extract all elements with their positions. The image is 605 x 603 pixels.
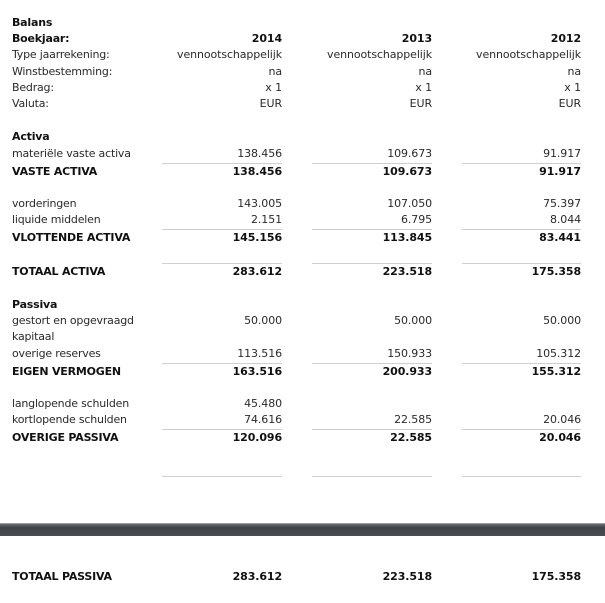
kortlopende-2013: 22.585 bbox=[394, 413, 432, 426]
liquide-middelen-label: liquide middelen bbox=[12, 213, 101, 226]
liquide-2012: 8.044 bbox=[550, 213, 581, 226]
materiele-vaste-activa-row bbox=[0, 145, 605, 162]
vlottende-activa-2012: 83.441 bbox=[539, 231, 581, 244]
year-2014: 2014 bbox=[251, 32, 282, 45]
overige-reserves-label: overige reserves bbox=[12, 347, 101, 360]
overige-passiva-2014: 120.096 bbox=[232, 431, 282, 444]
totaal-activa-label: TOTAAL ACTIVA bbox=[12, 265, 106, 278]
vorderingen-label: vorderingen bbox=[12, 197, 77, 210]
liquide-middelen-row bbox=[0, 211, 605, 228]
divider bbox=[312, 476, 432, 477]
overige-passiva-2012: 20.046 bbox=[539, 431, 581, 444]
totaal-passiva-2012: 175.358 bbox=[531, 570, 581, 583]
overige-passiva-label: OVERIGE PASSIVA bbox=[12, 431, 119, 444]
balans-title-row bbox=[0, 14, 605, 31]
balans-title: Balans bbox=[12, 16, 53, 29]
bedrag-label: Bedrag: bbox=[12, 81, 54, 94]
vlottende-activa-2013: 113.845 bbox=[382, 231, 432, 244]
gestort-kapitaal-label-cont: kapitaal bbox=[12, 330, 55, 343]
overige-passiva-2013: 22.585 bbox=[390, 431, 432, 444]
winst-value-2012: na bbox=[567, 65, 581, 78]
type-jaarrekening-label: Type jaarrekening: bbox=[12, 48, 110, 61]
winst-value-2014: na bbox=[268, 65, 282, 78]
divider bbox=[162, 476, 282, 477]
boekjaar-row bbox=[0, 30, 605, 47]
langlopende-schulden-label: langlopende schulden bbox=[12, 397, 130, 410]
totaal-passiva-row bbox=[0, 568, 605, 585]
vorderingen-row bbox=[0, 195, 605, 212]
winstbestemming-label: Winstbestemming: bbox=[12, 65, 113, 78]
totaal-activa-2012: 175.358 bbox=[531, 265, 581, 278]
year-2013: 2013 bbox=[401, 32, 432, 45]
reserves-2012: 105.312 bbox=[536, 347, 581, 360]
mva-2013: 109.673 bbox=[387, 147, 432, 160]
langlopende-schulden-row bbox=[0, 395, 605, 412]
bedrag-value-2012: x 1 bbox=[564, 81, 581, 94]
vlottende-activa-row bbox=[0, 229, 605, 246]
kortlopende-2014: 74.616 bbox=[244, 413, 282, 426]
valuta-value-2013: EUR bbox=[409, 97, 432, 110]
divider bbox=[462, 476, 581, 477]
materiele-vaste-activa-label: materiële vaste activa bbox=[12, 147, 131, 160]
kortlopende-schulden-row bbox=[0, 411, 605, 428]
totaal-activa-2014: 283.612 bbox=[232, 265, 282, 278]
valuta-value-2012: EUR bbox=[558, 97, 581, 110]
passiva-title: Passiva bbox=[12, 298, 58, 311]
totaal-passiva-label: TOTAAL PASSIVA bbox=[12, 570, 112, 583]
bedrag-value-2014: x 1 bbox=[265, 81, 282, 94]
eigen-vermogen-2013: 200.933 bbox=[382, 365, 432, 378]
passiva-title-row bbox=[0, 296, 605, 313]
gestort-2013: 50.000 bbox=[394, 314, 432, 327]
page-break-bar bbox=[0, 523, 605, 536]
vaste-activa-2014: 138.456 bbox=[232, 165, 282, 178]
kortlopende-2012: 20.046 bbox=[543, 413, 581, 426]
type-jaarrekening-row bbox=[0, 46, 605, 63]
langlopende-2014: 45.480 bbox=[244, 397, 282, 410]
bedrag-value-2013: x 1 bbox=[415, 81, 432, 94]
winstbestemming-row bbox=[0, 63, 605, 80]
gestort-2012: 50.000 bbox=[543, 314, 581, 327]
totaal-activa-2013: 223.518 bbox=[382, 265, 432, 278]
liquide-2013: 6.795 bbox=[401, 213, 432, 226]
overige-passiva-row bbox=[0, 429, 605, 446]
vaste-activa-row bbox=[0, 163, 605, 180]
activa-title: Activa bbox=[12, 130, 50, 143]
boekjaar-label: Boekjaar: bbox=[12, 32, 70, 45]
type-value-2013: vennootschappelijk bbox=[327, 48, 432, 61]
vaste-activa-label: VASTE ACTIVA bbox=[12, 165, 98, 178]
liquide-2014: 2.151 bbox=[251, 213, 282, 226]
type-value-2012: vennootschappelijk bbox=[476, 48, 581, 61]
vorderingen-2013: 107.050 bbox=[387, 197, 432, 210]
reserves-2014: 113.516 bbox=[237, 347, 282, 360]
vaste-activa-2012: 91.917 bbox=[539, 165, 581, 178]
valuta-label: Valuta: bbox=[12, 97, 49, 110]
vlottende-activa-label: VLOTTENDE ACTIVA bbox=[12, 231, 131, 244]
vaste-activa-2013: 109.673 bbox=[382, 165, 432, 178]
gestort-2014: 50.000 bbox=[244, 314, 282, 327]
gestort-kapitaal-label: gestort en opgevraagd bbox=[12, 314, 134, 327]
gestort-kapitaal-row bbox=[0, 312, 605, 329]
vorderingen-2012: 75.397 bbox=[543, 197, 581, 210]
activa-title-row bbox=[0, 128, 605, 145]
year-2012: 2012 bbox=[550, 32, 581, 45]
vlottende-activa-2014: 145.156 bbox=[232, 231, 282, 244]
valuta-row bbox=[0, 95, 605, 112]
eigen-vermogen-row bbox=[0, 363, 605, 380]
kortlopende-schulden-label: kortlopende schulden bbox=[12, 413, 127, 426]
reserves-2013: 150.933 bbox=[387, 347, 432, 360]
bedrag-row bbox=[0, 79, 605, 96]
eigen-vermogen-2012: 155.312 bbox=[531, 365, 581, 378]
mva-2014: 138.456 bbox=[237, 147, 282, 160]
totaal-passiva-2013: 223.518 bbox=[382, 570, 432, 583]
type-value-2014: vennootschappelijk bbox=[177, 48, 282, 61]
overige-reserves-row bbox=[0, 345, 605, 362]
gestort-kapitaal-row-cont bbox=[0, 328, 605, 345]
eigen-vermogen-label: EIGEN VERMOGEN bbox=[12, 365, 121, 378]
totaal-passiva-2014: 283.612 bbox=[232, 570, 282, 583]
eigen-vermogen-2014: 163.516 bbox=[232, 365, 282, 378]
valuta-value-2014: EUR bbox=[259, 97, 282, 110]
mva-2012: 91.917 bbox=[543, 147, 581, 160]
winst-value-2013: na bbox=[418, 65, 432, 78]
vorderingen-2014: 143.005 bbox=[237, 197, 282, 210]
totaal-activa-row bbox=[0, 263, 605, 280]
